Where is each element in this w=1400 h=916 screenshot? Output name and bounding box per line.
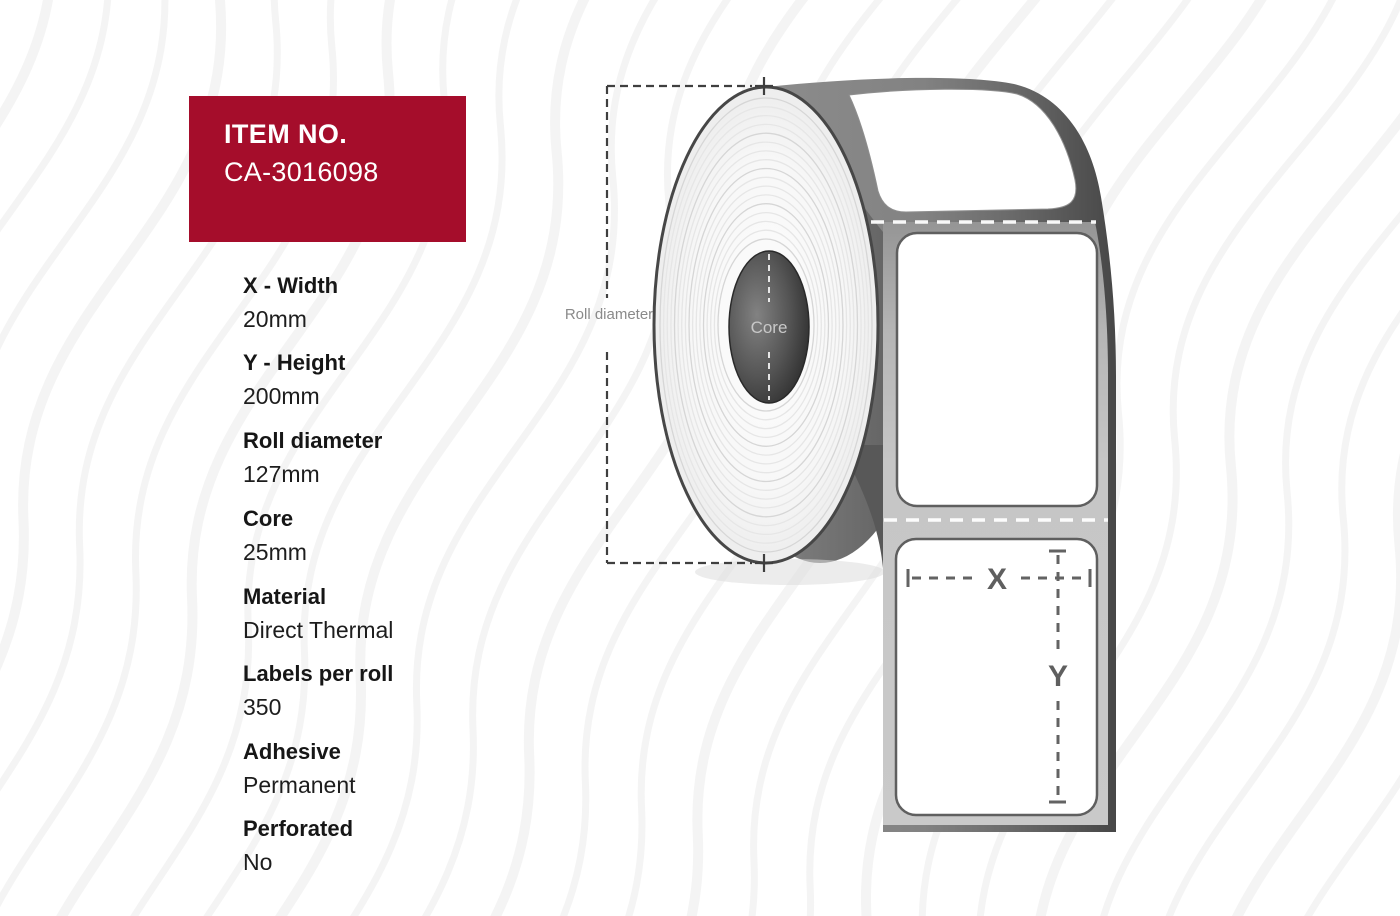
spec-value: No: [243, 849, 273, 875]
item-number-heading: ITEM NO.: [224, 119, 348, 149]
item-number-panel: [189, 96, 466, 242]
spec-row-perforated: [243, 816, 573, 875]
spec-value: 200mm: [243, 383, 320, 409]
spec-label: Material: [243, 584, 327, 609]
background-wave: [0, 0, 174, 825]
spec-row-adhesive: [243, 739, 573, 798]
roll-shadow: [695, 559, 885, 585]
spec-value: 20mm: [243, 306, 307, 332]
spec-value: 350: [243, 694, 282, 720]
spec-value: Permanent: [243, 772, 356, 798]
spec-label: Core: [243, 506, 294, 531]
y-marker-label: Y: [1047, 660, 1069, 693]
spec-value: Direct Thermal: [243, 617, 394, 643]
spec-row-core: [243, 506, 573, 565]
label-middle: [897, 233, 1097, 506]
roll-diameter-label: Roll diameter: [564, 306, 654, 323]
x-marker-label: X: [986, 563, 1008, 596]
spec-value: 25mm: [243, 539, 307, 565]
spec-row-y-height: [243, 350, 573, 409]
core-label: Core: [750, 318, 788, 337]
spec-value: 127mm: [243, 461, 320, 487]
spec-label: Labels per roll: [243, 661, 394, 686]
spec-label: Perforated: [243, 816, 354, 841]
spec-label: X - Width: [243, 273, 339, 298]
spec-label: Y - Height: [243, 350, 346, 375]
spec-row-material: [243, 584, 573, 643]
spec-row-labels-per-roll: [243, 661, 573, 720]
spec-row-roll-diameter: [243, 428, 573, 487]
item-number-value: CA-3016098: [224, 157, 379, 187]
spec-label: Roll diameter: [243, 428, 383, 453]
spec-label: Adhesive: [243, 739, 341, 764]
spec-row-x-width: [243, 273, 573, 332]
